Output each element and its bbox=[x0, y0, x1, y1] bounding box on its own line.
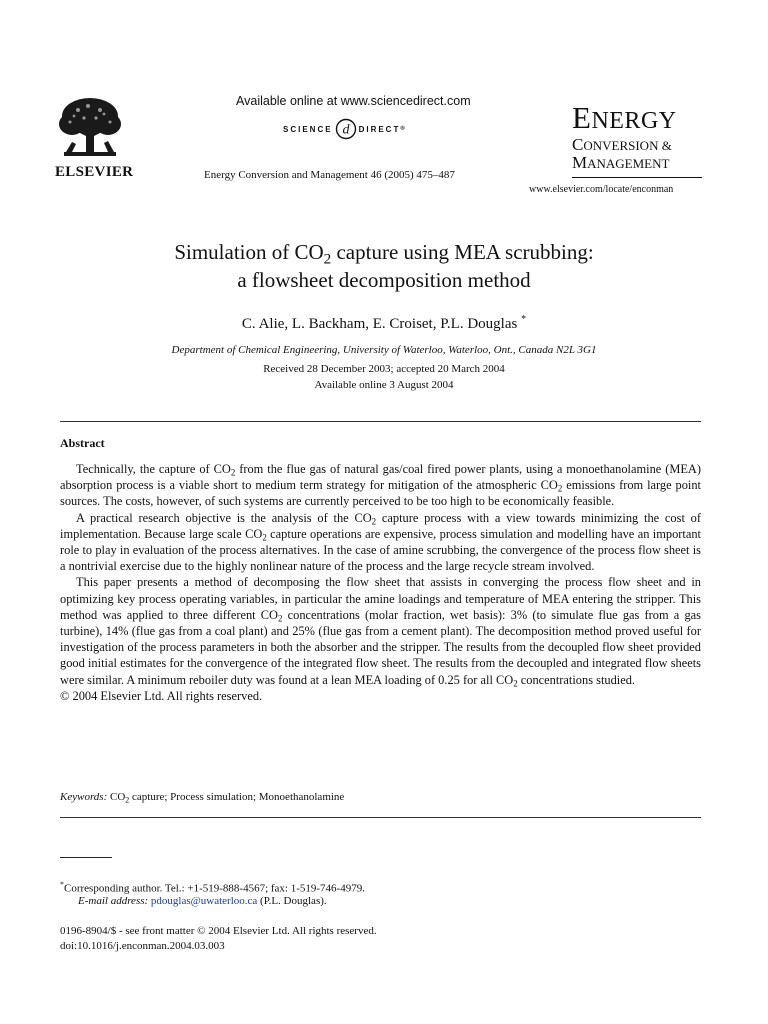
abstract-paragraph-1 bbox=[60, 461, 701, 510]
sciencedirect-logo bbox=[283, 118, 405, 140]
p3-c: concentrations studied. bbox=[517, 672, 636, 687]
affiliation: Department of Chemical Engineering, University of Waterloo, Waterloo, Ont., Canada N2L 3G1 bbox=[171, 344, 597, 356]
footnote-rule bbox=[60, 857, 112, 858]
registered-mark: ® bbox=[400, 126, 405, 132]
author-list bbox=[0, 314, 768, 333]
received-dates: Received 28 December 2003; accepted 20 March 2004 bbox=[263, 363, 505, 375]
email-link[interactable]: pdouglas@uwaterloo.ca bbox=[150, 895, 258, 907]
p2-b: capture process with a view towards minimizing the cost of implementation. Because large scale CO bbox=[60, 510, 701, 541]
p3-sub-2: 2 bbox=[513, 678, 518, 689]
journal-name-logo bbox=[572, 102, 704, 171]
available-online-date: Available online 3 August 2004 bbox=[314, 379, 454, 391]
title-text-a: Simulation of CO bbox=[174, 240, 324, 264]
abstract-bottom-rule bbox=[60, 817, 701, 818]
email-footnote bbox=[78, 895, 327, 907]
p2-c: capture operations are expensive, process simulation and modelling have an important role to play in evaluation of the process alternatives. In the case of amine scrubbing, the convergence of the process flow sheet is a nontrivial exercise due to the highly nonlinear nature of the process and the large recycle stream involved. bbox=[60, 526, 701, 574]
p1-a: Technically, the capture of CO bbox=[76, 462, 231, 476]
corresponding-author-mark[interactable]: * bbox=[521, 314, 527, 325]
p3-a: This paper presents a method of decomposing the flow sheet that assists in converging the process flow sheet and in optimizing key process operating variables, in particular the amine loadings and temperature of MEA entering the stripper. This method was applied to three different CO bbox=[60, 575, 701, 622]
p3-b: concentrations (molar fraction, wet basis): 3% (to simulate flue gas from a gas turbine), 14% (flue gas from a coal plant) and 25% (flue gas from a cement plant). The decomposition method proved useful for investigation of the process parameters in both the absorber and the stripper. The results from the decoupled flow sheet provided good initial estimates for the convergence of the integrated flow sheet. The results from the decoupled and integrated flow sheets were similar. A minimum reboiler duty was found at a lean MEA loading of 0.25 for all CO bbox=[60, 607, 701, 687]
footnote-text: Corresponding author. Tel.: +1-519-888-4567; fax: 1-519-746-4979. bbox=[64, 882, 365, 895]
email-label: E-mail address: bbox=[78, 895, 149, 907]
keywords-text-b: capture; Process simulation; Monoethanolamine bbox=[129, 791, 345, 803]
publisher-name: ELSEVIER bbox=[55, 164, 134, 180]
journal-name-c: C bbox=[572, 135, 584, 154]
title-text-b: capture using MEA scrubbing: bbox=[331, 240, 594, 264]
abstract-heading: Abstract bbox=[60, 436, 105, 450]
authors-text: C. Alie, L. Backham, E. Croiset, P.L. Douglas bbox=[241, 316, 518, 332]
journal-url[interactable]: www.elsevier.com/locate/enconman bbox=[529, 184, 674, 195]
email-suffix: (P.L. Douglas). bbox=[257, 895, 327, 907]
issn-line: 0196-8904/$ - see front matter © 2004 Elsevier Ltd. All rights reserved. bbox=[60, 925, 377, 937]
p2-a: A practical research objective is the analysis of the CO bbox=[76, 510, 372, 525]
abstract-paragraph-3 bbox=[60, 574, 701, 687]
corresponding-author-footnote bbox=[60, 880, 365, 895]
p2-sub-1: 2 bbox=[371, 516, 377, 527]
p1-sub-1: 2 bbox=[230, 467, 236, 478]
keywords bbox=[60, 791, 344, 803]
p1-sub-2: 2 bbox=[557, 483, 563, 494]
keywords-subscript: 2 bbox=[125, 795, 130, 805]
p1-b: from the flue gas of natural gas/coal fired power plants, using a monoethanolamine (MEA) absorption process is a viable short to medium term strategy for mitigation of the atmospheric CO bbox=[60, 462, 701, 493]
doi-line[interactable]: doi:10.1016/j.enconman.2004.03.003 bbox=[60, 940, 225, 952]
keywords-label: Keywords: bbox=[60, 791, 108, 803]
journal-name-onversion: ONVERSION & bbox=[583, 138, 672, 153]
title-subscript: 2 bbox=[323, 251, 332, 268]
sciencedirect-d-icon bbox=[335, 118, 357, 140]
journal-name-divider bbox=[572, 177, 702, 178]
svg-text:d: d bbox=[342, 122, 350, 138]
paper-title-line-2: a flowsheet decomposition method bbox=[237, 268, 531, 292]
abstract-body bbox=[60, 461, 701, 704]
elsevier-tree-logo bbox=[58, 96, 122, 162]
sciencedirect-right-text: DIRECT bbox=[358, 124, 401, 134]
p3-sub-1: 2 bbox=[278, 613, 283, 624]
keywords-text-a: CO bbox=[107, 791, 126, 803]
abstract-copyright: © 2004 Elsevier Ltd. All rights reserved. bbox=[60, 688, 263, 703]
p1-c: emissions from large point sources. The costs, however, of such systems are currently perceived to be too high to be economically feasible. bbox=[60, 478, 701, 509]
abstract-paragraph-2 bbox=[60, 510, 701, 575]
footnote-mark: * bbox=[60, 880, 64, 889]
abstract-top-rule bbox=[60, 421, 701, 422]
paper-title-line-1 bbox=[0, 240, 768, 268]
journal-name-e: E bbox=[572, 100, 592, 135]
available-online-notice: Available online at www.sciencedirect.com bbox=[236, 94, 471, 108]
p2-sub-2: 2 bbox=[262, 532, 267, 543]
journal-name-anagement: ANAGEMENT bbox=[587, 156, 670, 171]
journal-name-nergy: NERGY bbox=[591, 108, 677, 134]
journal-name-m: M bbox=[572, 153, 588, 172]
journal-citation: Energy Conversion and Management 46 (2005) 475–487 bbox=[204, 169, 455, 181]
sciencedirect-left-text: SCIENCE bbox=[283, 124, 333, 134]
